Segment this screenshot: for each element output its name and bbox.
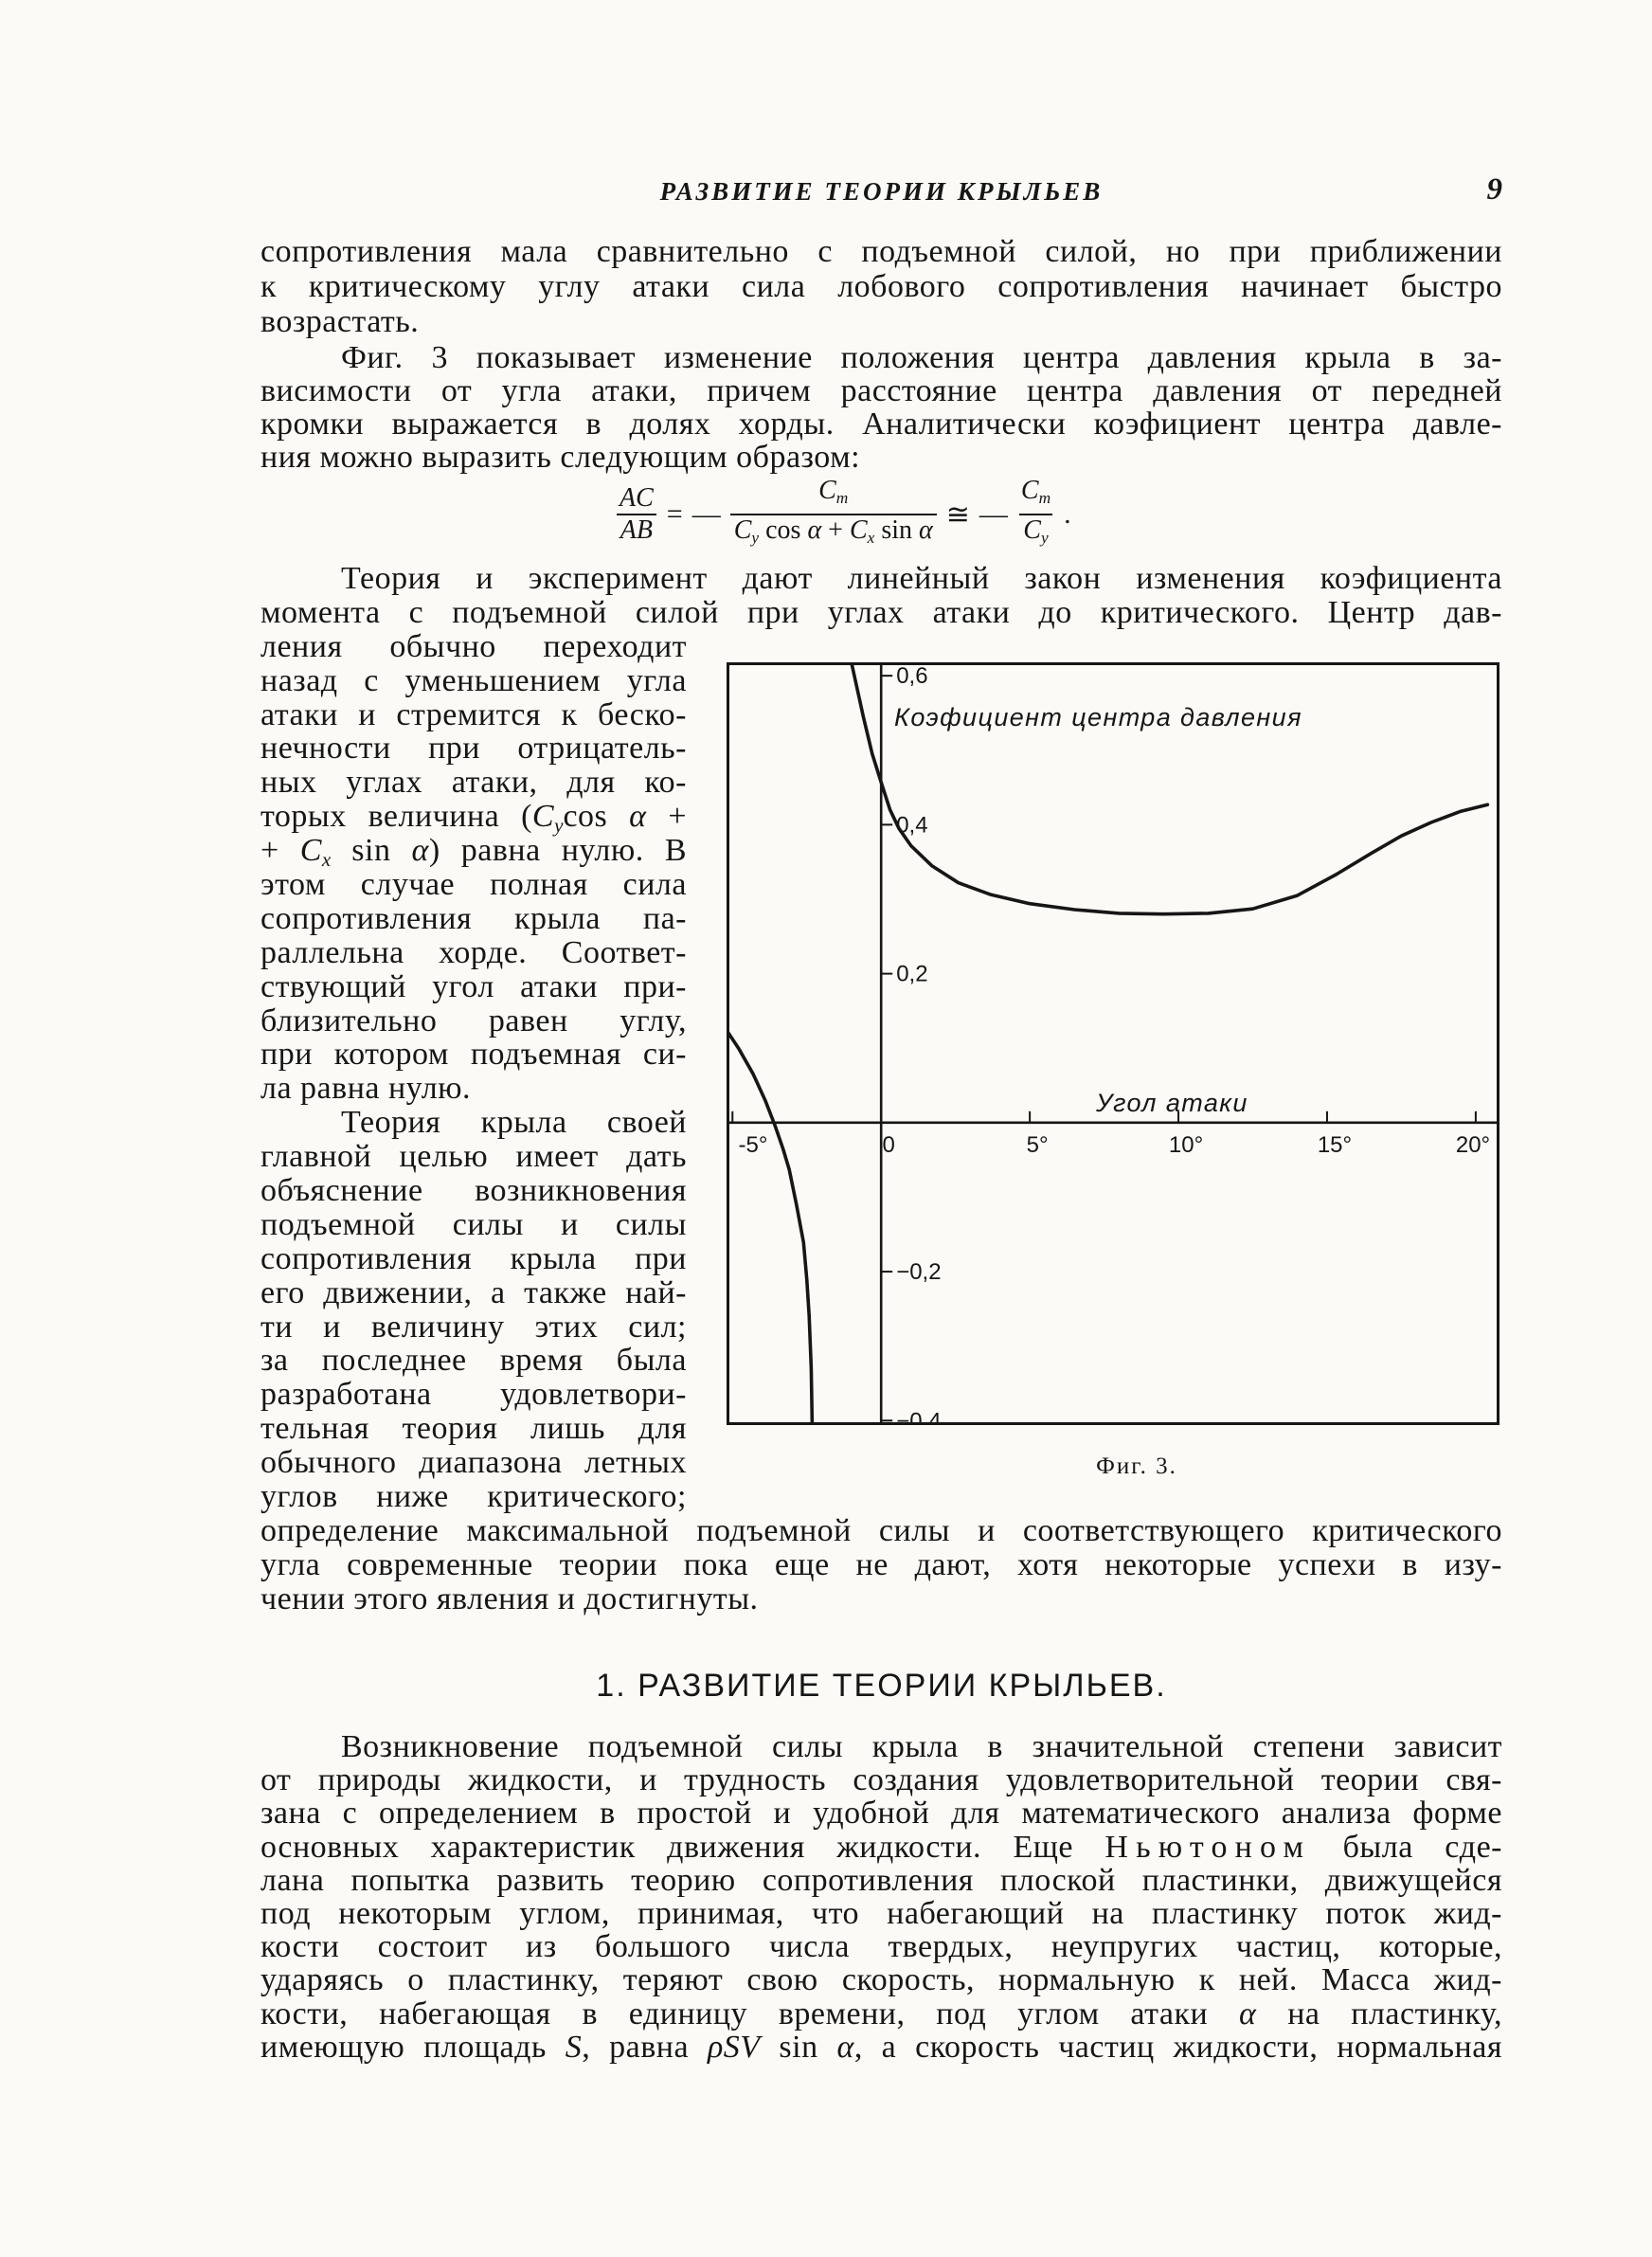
- text-line: ти и величину этих сил;: [260, 1309, 687, 1345]
- text-run: торых величина (: [260, 799, 532, 835]
- text-line: за последнее время была: [260, 1343, 687, 1379]
- x-tick-label: 20°: [1455, 1131, 1491, 1158]
- text-line: его движении, а также най-: [260, 1274, 687, 1310]
- text-line: ствующий угол атаки при-: [260, 968, 687, 1004]
- text-run: x: [321, 848, 332, 872]
- text-run: ) равна нулю. В: [428, 833, 687, 869]
- text-run: C: [1023, 515, 1041, 545]
- text-line: разработана удовлетвори-: [260, 1377, 687, 1413]
- text-line: ния можно выразить следующим образом:: [260, 440, 861, 475]
- text-line: [260, 2031, 1502, 2064]
- text-run: x: [867, 528, 875, 547]
- text-run: y: [751, 528, 760, 547]
- text-line: раллельна хорде. Соответ-: [260, 934, 687, 970]
- text-run: Ньютоном: [1104, 1829, 1312, 1865]
- text-run: +: [821, 515, 850, 545]
- text-line: Теория и эксперимент дают линейный закон изменения коэфициента: [341, 561, 1502, 596]
- text-run: cos: [759, 515, 808, 545]
- text-run: ρSV: [707, 2029, 761, 2065]
- text-run: C: [733, 515, 752, 545]
- text-run: была сде-: [1311, 1829, 1502, 1865]
- text-line: под некоторым углом, принимая, что набегающий на пластинку поток жид-: [260, 1895, 1502, 1931]
- chart-curves: [727, 662, 1487, 1425]
- text-line: ла равна нулю.: [260, 1071, 472, 1107]
- paragraph: [260, 341, 1502, 474]
- text-line: сопротивления крыла при: [260, 1240, 687, 1276]
- fraction-cm-cy: [1017, 477, 1054, 552]
- text-run: sin: [760, 2029, 837, 2065]
- text-run: +: [646, 799, 687, 835]
- formula-pressure-center-coefficient: [616, 476, 1146, 548]
- text-run: α: [629, 799, 647, 835]
- text-line: кости состоит из большого числа твердых, неупругих частиц, которые,: [260, 1929, 1502, 1965]
- text-run: m: [1038, 489, 1051, 507]
- text-run: sin: [331, 833, 412, 869]
- paragraph: [260, 1730, 1502, 2064]
- text-run: cos: [563, 799, 630, 835]
- text-line: тельная теория лишь для: [260, 1411, 687, 1447]
- text-line: момента с подъемной силой при углах атаки до критического. Центр дав-: [260, 594, 1502, 630]
- x-tick-label: 5°: [1026, 1131, 1049, 1158]
- text-run: на пластинку,: [1256, 1995, 1503, 2031]
- text-line: ных углах атаки, для ко-: [260, 765, 687, 801]
- formula-period: .: [1064, 498, 1071, 530]
- x-tick-label: -5°: [738, 1131, 768, 1158]
- text-run: y: [1040, 528, 1049, 547]
- text-run: , равна: [582, 2029, 708, 2065]
- text-run: основных характеристик движения жидкости. Еще: [260, 1829, 1105, 1865]
- text-run: m: [835, 489, 849, 507]
- text-run: sin: [874, 515, 920, 545]
- text-line: ления обычно переходит: [260, 628, 687, 664]
- x-axis-title: Угол атаки: [1096, 1089, 1248, 1117]
- text-line: определение максимальной подъемной силы и соответствующего критического: [260, 1512, 1502, 1548]
- text-line: подъемной силы и силы: [260, 1206, 687, 1242]
- text-line: сопротивления мала сравнительно с подъемной силой, но при приближении: [260, 234, 1502, 269]
- fraction-numerator: [616, 484, 657, 514]
- text-run: α: [836, 2029, 854, 2065]
- section-heading: 1. РАЗВИТИЕ ТЕОРИИ КРЫЛЬЕВ.: [596, 1668, 1167, 1704]
- text-line: углов ниже критического;: [260, 1479, 687, 1515]
- curve-lower-branch: [727, 1030, 812, 1425]
- text-line: этом случае полная сила: [260, 867, 687, 903]
- minus-sign: —: [691, 498, 721, 530]
- text-run: α: [411, 833, 429, 869]
- text-line: ударяясь о пластинку, теряют свою скорость, нормальную к ней. Масса жид-: [260, 1962, 1502, 1998]
- x-tick-label: 0: [882, 1131, 895, 1158]
- text-line: возрастать.: [260, 304, 420, 339]
- y-tick-label: 0,6: [896, 663, 928, 690]
- text-line: от природы жидкости, и трудность создания удовлетворительной теории свя-: [260, 1762, 1502, 1798]
- text-line: объяснение возникновения: [260, 1173, 687, 1209]
- text-run: α: [919, 515, 933, 545]
- equals-sign: =: [666, 498, 683, 530]
- x-tick-label: 15°: [1317, 1131, 1353, 1158]
- text-line: атаки и стремится к беско-: [260, 696, 687, 732]
- text-run: кости, набегающая в единицу времени, под углом атаки: [260, 1995, 1240, 2031]
- fraction-denominator: [1019, 514, 1051, 552]
- text-line: лана попытка развить теорию сопротивления плоской пластинки, движущейся: [260, 1862, 1502, 1898]
- fraction-denominator: [617, 514, 656, 545]
- text-line: зана с определением в простой и удобной для математического анализа форме: [260, 1796, 1502, 1832]
- text-line: [260, 1997, 1502, 2031]
- minus-sign: —: [979, 498, 1008, 530]
- fraction-numerator: [815, 477, 852, 514]
- chart-axes: [727, 662, 1499, 1425]
- y-tick-label: −0,4: [896, 1408, 942, 1425]
- text-run: α: [1239, 1995, 1257, 2031]
- text-run: +: [260, 833, 300, 869]
- text-line: близительно равен углу,: [260, 1002, 687, 1038]
- running-head: РАЗВИТИЕ ТЕОРИИ КРЫЛЬЕВ: [659, 177, 1104, 206]
- text-run: C: [299, 833, 322, 869]
- approx-equals-sign: ≅: [945, 498, 970, 531]
- text-run: AB: [620, 515, 653, 545]
- y-axis-title: Коэфициент центра давления: [894, 703, 1302, 731]
- text-run: C: [818, 476, 836, 506]
- text-run: имеющую площадь: [260, 2029, 566, 2065]
- fraction-ac-ab: [616, 484, 657, 545]
- text-line: к критическому углу атаки сила лобового сопротивления начинает быстро: [260, 269, 1502, 304]
- text-line: обычного диапазона летных: [260, 1445, 687, 1481]
- chart-frame: [728, 664, 1499, 1424]
- text-run: , а скорость частиц жидкости, нормальная: [853, 2029, 1502, 2065]
- fraction-numerator: [1017, 477, 1054, 514]
- text-line: чении этого явления и достигнуты.: [260, 1580, 759, 1616]
- text-line: Возникновение подъемной силы крыла в значительной степени зависит: [341, 1729, 1502, 1764]
- figure-caption: Фиг. 3.: [1096, 1454, 1177, 1479]
- fraction-cm-over-normal-force: [730, 477, 937, 552]
- chart-ticks: [732, 663, 1490, 1425]
- x-tick-label: 10°: [1168, 1131, 1204, 1158]
- text-line: сопротивления крыла па-: [260, 900, 687, 936]
- text-line: угла современные теории пока еще не дают, хотя некоторые успехи в изу-: [260, 1546, 1502, 1582]
- text-line: [260, 1831, 1502, 1864]
- chart-svg: [727, 662, 1499, 1425]
- text-run: S: [565, 2029, 583, 2065]
- text-line: нечности при отрицатель-: [260, 731, 687, 767]
- text-run: α: [807, 515, 822, 545]
- text-run: C: [531, 799, 555, 835]
- text-run: C: [1020, 476, 1039, 506]
- figure-3-chart: [727, 662, 1499, 1425]
- y-tick-label: −0,2: [896, 1259, 942, 1286]
- text-run: C: [849, 515, 868, 545]
- text-line: кромки выражается в долях хорды. Аналитически коэфициент центра давле-: [260, 406, 1502, 442]
- text-line: [260, 833, 687, 872]
- text-run: AC: [620, 483, 654, 513]
- text-line: при котором подъемная си-: [260, 1037, 687, 1073]
- text-line: Фиг. 3 показывает изменение положения центра давления крыла в за-: [341, 340, 1502, 375]
- paragraph: [260, 234, 1502, 339]
- text-line: назад с уменьшением угла: [260, 662, 687, 698]
- text-line: Теория крыла своей: [341, 1105, 687, 1141]
- page-number: 9: [1486, 172, 1502, 207]
- y-tick-label: 0,4: [896, 812, 928, 839]
- fraction-denominator: [730, 514, 937, 552]
- text-run: y: [554, 814, 564, 838]
- text-line: [260, 799, 687, 838]
- text-line: главной целью имеет дать: [260, 1139, 687, 1175]
- y-tick-label: 0,2: [896, 961, 928, 987]
- curve-upper-branch: [852, 662, 1488, 914]
- text-line: висимости от угла атаки, причем расстояние центра давления от передней: [260, 373, 1502, 408]
